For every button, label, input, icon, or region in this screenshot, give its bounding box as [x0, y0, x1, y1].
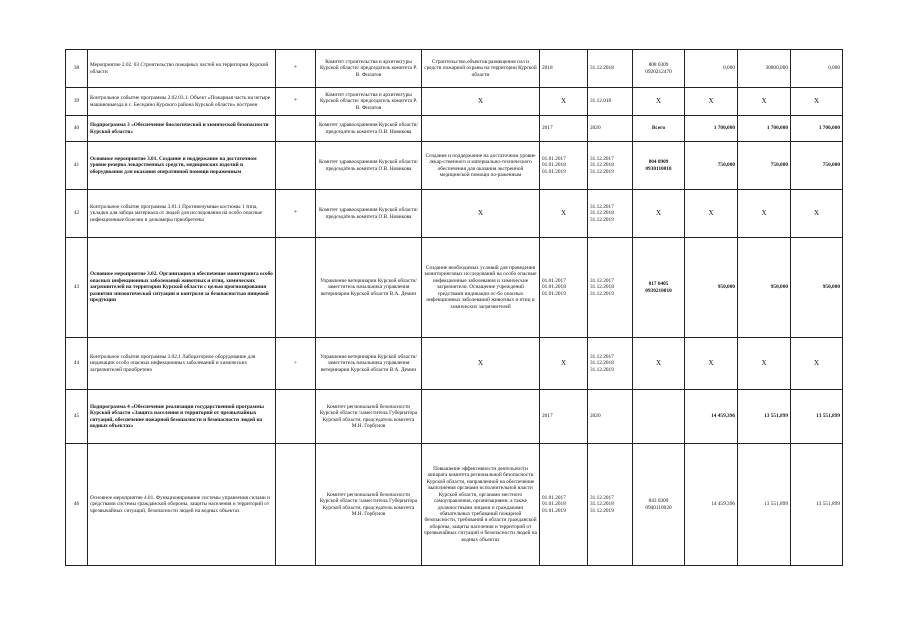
row-executor — [316, 444, 422, 566]
cell-text: 44 — [73, 360, 80, 367]
row-activity-name — [88, 390, 276, 444]
cell-text: 1 700,000 — [713, 125, 735, 132]
row-executor — [316, 116, 422, 142]
cell-text: 46 — [73, 501, 80, 508]
cell-text: 31.12.2018 — [590, 65, 614, 72]
row-funding-year-3 — [791, 50, 843, 88]
cell-text: 42 — [73, 210, 80, 217]
row-start-date — [540, 390, 588, 444]
row-funding-year-2 — [738, 88, 791, 116]
row-funding-year-3 — [791, 338, 843, 390]
cell-text: 01.01.2017 01.01.2018 01.01.2019 — [542, 155, 566, 175]
cell-text: 950,000 — [717, 284, 735, 291]
row-budget-code — [633, 390, 685, 444]
row-activity-name — [88, 238, 276, 338]
cell-text: Создание и поддержание на достаточном уровне лекар-ственного и материально-технического обеспечения для оказания экстренной медицинской помощи по-раженным — [425, 152, 536, 178]
cell-text: 31.12.2017 31.12.2018 31.12.2019 — [590, 353, 614, 373]
cell-text: X — [708, 97, 714, 106]
cell-text: Мероприятие 2.02. 03 Строительство пожарных частей на территории Курской области — [90, 62, 269, 75]
row-control-mark — [276, 238, 316, 338]
row-funding-year-2 — [738, 116, 791, 142]
cell-text: X — [477, 359, 484, 368]
row-budget-code — [633, 190, 685, 238]
row-expected-result — [422, 390, 540, 444]
row-funding-year-2 — [738, 444, 791, 566]
row-expected-result — [422, 142, 540, 190]
cell-text: X — [813, 359, 820, 368]
cell-text: X — [560, 359, 567, 368]
row-expected-result — [422, 116, 540, 142]
table-row — [66, 338, 843, 390]
row-expected-result — [422, 444, 540, 566]
cell-text: Создание необходимых условий для проведения мониторинговых исследований на особо опасные инфекционные заболевания и химические загрязнители. Оснащение учреждений средствами индикации ос-бо опасных инфекционных заболеваний животных и птиц и химических загрязнителей — [424, 265, 537, 310]
cell-text: Всего — [651, 125, 666, 132]
cell-text: 43 — [73, 284, 80, 291]
cell-text: Основное мероприятие 3.02. Организация и обеспечение мониторинга особо опасных инфекционных заболеваний животных и птиц, химических загрязнителей на территории Курской области с целью прогнозирования развития эпизоотической ситуации и контроля за безопасностью пищевой продукции — [90, 271, 273, 304]
cell-text: X — [560, 209, 567, 218]
row-funding-year-3 — [791, 190, 843, 238]
row-funding-year-1 — [685, 142, 738, 190]
row-activity-name — [88, 116, 276, 142]
cell-text: X — [477, 209, 484, 218]
row-funding-year-2 — [738, 142, 791, 190]
cell-text: * — [294, 98, 297, 105]
row-expected-result — [422, 50, 540, 88]
row-funding-year-2 — [738, 50, 791, 88]
cell-text: 41 — [73, 162, 80, 169]
cell-text: 01.01.2017 01.01.2018 01.01.2019 — [542, 277, 566, 297]
cell-text: X — [761, 209, 767, 218]
row-funding-year-1 — [685, 444, 738, 566]
row-control-mark — [276, 390, 316, 444]
row-funding-year-3 — [791, 444, 843, 566]
row-end-date — [588, 238, 633, 338]
cell-text: X — [560, 97, 567, 106]
cell-text: Комитет здравоохранения Курской области/ председатель комитета О.В. Новикова — [319, 207, 418, 220]
row-executor — [316, 238, 422, 338]
row-control-mark — [276, 88, 316, 116]
row-control-mark — [276, 190, 316, 238]
cell-text: X — [761, 359, 767, 368]
program-table — [65, 49, 843, 566]
table-row — [66, 88, 843, 116]
cell-text: 13 551,899 — [816, 413, 840, 420]
row-control-mark — [276, 142, 316, 190]
row-end-date — [588, 444, 633, 566]
row-start-date — [540, 50, 588, 88]
cell-text: 808 0309 0920212470 — [645, 62, 672, 75]
row-funding-year-1 — [685, 88, 738, 116]
row-funding-year-3 — [791, 142, 843, 190]
row-funding-year-1 — [685, 116, 738, 142]
cell-text: Основное мероприятие 4.01. Функционирование системы управления силами и средствами системы гражданской обороны, защиты населения и территорий от чрезвычайных ситуаций, безопасности людей на водных объектах — [90, 494, 270, 514]
row-control-mark — [276, 116, 316, 142]
row-budget-code — [633, 88, 685, 116]
cell-text: X — [761, 97, 767, 106]
row-end-date — [588, 116, 633, 142]
cell-text: 950,000 — [822, 284, 840, 291]
cell-text: Комитет здравоохранения Курской области/ председатель комитета О.В. Новикова — [319, 122, 418, 135]
cell-text: 31.12.2017 31.12.2018 31.12.2019 — [590, 494, 614, 514]
cell-text: Комитет региональной безопасности Курской области /заместитель Губернатора Курской области, председатель комитета М.Н. Горбунов — [319, 491, 418, 517]
row-funding-year-2 — [738, 190, 791, 238]
row-activity-name — [88, 338, 276, 390]
cell-text: 2017 — [542, 125, 553, 132]
row-end-date — [588, 142, 633, 190]
cell-text: 38 — [73, 65, 80, 72]
cell-text: X — [813, 97, 820, 106]
row-budget-code — [633, 116, 685, 142]
cell-text: 804 0909 0930110010 — [645, 159, 672, 172]
cell-text: X — [477, 97, 484, 106]
cell-text: 31.12.2017 31.12.2018 31.12.2019 — [590, 203, 614, 223]
row-start-date — [540, 338, 588, 390]
table-row — [66, 444, 843, 566]
cell-text: 843 0309 0940110020 — [645, 498, 672, 511]
cell-text: 1 700,000 — [766, 125, 788, 132]
row-funding-year-1 — [685, 390, 738, 444]
cell-text: Комитет строительства и архитектуры Курской области/ председатель комитета Р. В. Филатов — [320, 91, 417, 111]
row-number — [66, 116, 88, 142]
cell-text: 2020 — [590, 413, 601, 420]
row-number — [66, 338, 88, 390]
cell-text: Повышение эффективности деятельности аппарата комитета региональной безопасности Курской области, направленной на обеспечение выполнения органами исполнительной власти Курской области, органами местного самоуправления, организациями, а также должностными лицами и гражданами обязательных требований пожарной безопасности, требований в области гражданской обороны, защиты населения и территорий от чрезвычайных ситуаций и безопасности людей на водных объектах — [424, 466, 537, 543]
row-funding-year-3 — [791, 390, 843, 444]
row-start-date — [540, 116, 588, 142]
row-end-date — [588, 50, 633, 88]
row-budget-code — [633, 142, 685, 190]
cell-text: 13 551,899 — [764, 501, 788, 508]
cell-text: 13 551,899 — [816, 501, 840, 508]
cell-text: + — [294, 360, 297, 367]
cell-text: Управление ветеринарии Курской области/заместитель начальника управления ветеринарии Курской области В.А. Демин — [320, 353, 417, 373]
row-number — [66, 50, 88, 88]
cell-text: Подпрограмма 3 «Обеспечение биологической и химической безопасности Курской области» — [90, 122, 269, 135]
cell-text: 2018 — [542, 65, 553, 72]
cell-text: 45 — [73, 413, 80, 420]
row-funding-year-2 — [738, 338, 791, 390]
row-number — [66, 390, 88, 444]
cell-text: Контрольное событие программы 2.02.03.1. Объект «Пожарная часть на четыре машиновыезда в с. Беседино Курского района Курской области» построен — [90, 95, 271, 108]
cell-text: Основное мероприятие 3.01. Создание и поддержание на достаточном уровне резерва лекарственных средств, медицинских изделий и оборудования для оказания оперативной помощи пораженным — [90, 155, 257, 175]
row-funding-year-1 — [685, 50, 738, 88]
row-expected-result — [422, 190, 540, 238]
cell-text: 2017 — [542, 413, 553, 420]
cell-text: X — [655, 97, 662, 106]
cell-text: 950,000 — [770, 284, 788, 291]
row-funding-year-1 — [685, 338, 738, 390]
row-expected-result — [422, 238, 540, 338]
row-executor — [316, 390, 422, 444]
row-executor — [316, 142, 422, 190]
cell-text: Комитет строительства и архитектуры Курской области/ председатель комитета Р. В. Филатов — [320, 58, 417, 78]
row-expected-result — [422, 338, 540, 390]
cell-text: 13 551,899 — [764, 413, 788, 420]
row-funding-year-3 — [791, 116, 843, 142]
cell-text: X — [708, 359, 714, 368]
row-number — [66, 88, 88, 116]
row-budget-code — [633, 50, 685, 88]
cell-text: X — [655, 209, 662, 218]
row-executor — [316, 190, 422, 238]
table-row — [66, 390, 843, 444]
cell-text: 817 0405 0930210010 — [645, 281, 672, 294]
table-row — [66, 238, 843, 338]
table-row — [66, 190, 843, 238]
row-budget-code — [633, 444, 685, 566]
row-activity-name — [88, 190, 276, 238]
cell-text: 30000,000 — [765, 65, 788, 72]
cell-text: 0,000 — [828, 65, 840, 72]
cell-text: 2020 — [590, 125, 601, 132]
row-activity-name — [88, 142, 276, 190]
cell-text: 01.01.2017 01.01.2018 01.01.2019 — [542, 494, 566, 514]
row-number — [66, 190, 88, 238]
cell-text: Строительство,объектов размещения сил и средств пожарной охраны на территории Курской области — [424, 58, 537, 78]
row-funding-year-1 — [685, 238, 738, 338]
cell-text: Контрольное событие программы 3.02.1 Лабораторное оборудование для индикации особо опасных инфекционных заболеваний и химических загрязнителей приобретено — [90, 353, 256, 373]
row-start-date — [540, 142, 588, 190]
cell-text: Комитет здравоохранения Курской области/ председатель комитета О.В. Новикова — [319, 159, 418, 172]
row-funding-year-2 — [738, 238, 791, 338]
row-funding-year-1 — [685, 190, 738, 238]
row-executor — [316, 50, 422, 88]
row-start-date — [540, 238, 588, 338]
row-end-date — [588, 88, 633, 116]
row-number — [66, 142, 88, 190]
row-start-date — [540, 444, 588, 566]
row-start-date — [540, 190, 588, 238]
cell-text: Контрольное событие программы 3.01.1 Противочумные костюмы 1 типа, укладки для забора материала от людей для исследования на особо опасные инфекционные болезни и дезкамеры приобретены — [90, 203, 263, 223]
row-control-mark — [276, 444, 316, 566]
row-expected-result — [422, 88, 540, 116]
row-activity-name — [88, 88, 276, 116]
row-end-date — [588, 390, 633, 444]
cell-text: 750,000 — [770, 162, 788, 169]
cell-text: 31.12.018 — [590, 98, 612, 105]
row-activity-name — [88, 50, 276, 88]
row-executor — [316, 88, 422, 116]
cell-text: 40 — [73, 125, 80, 132]
table-row — [66, 142, 843, 190]
row-budget-code — [633, 338, 685, 390]
row-funding-year-3 — [791, 238, 843, 338]
row-budget-code — [633, 238, 685, 338]
cell-text: Управление ветеринарии Курской области/заместитель начальника управления ветеринарии Курской области В.А. Демин — [320, 277, 417, 297]
row-end-date — [588, 338, 633, 390]
row-funding-year-3 — [791, 88, 843, 116]
cell-text: 1 700,000 — [818, 125, 840, 132]
cell-text: Подпрограмма 4 «Обеспечение реализации государственной программы Курской области «Защита населения и территорий от чрезвычайных ситуаций, обеспечение пожарной безопасности и безопасности людей на водных объектах» — [90, 403, 264, 429]
cell-text: 750,000 — [717, 162, 735, 169]
cell-text: * — [294, 210, 297, 217]
row-number — [66, 444, 88, 566]
row-funding-year-2 — [738, 390, 791, 444]
cell-text: 31.12.2017 31.12.2018 31.12.2019 — [590, 155, 614, 175]
table-row — [66, 50, 843, 88]
row-executor — [316, 338, 422, 390]
cell-text: 14 459,396 — [711, 501, 735, 508]
cell-text: 750,000 — [822, 162, 840, 169]
cell-text: 0,000 — [723, 65, 735, 72]
cell-text: X — [813, 209, 820, 218]
row-control-mark — [276, 338, 316, 390]
cell-text: 31.12.2017 31.12.2018 31.12.2019 — [590, 277, 614, 297]
row-number — [66, 238, 88, 338]
row-start-date — [540, 88, 588, 116]
cell-text: * — [294, 65, 297, 72]
row-activity-name — [88, 444, 276, 566]
row-control-mark — [276, 50, 316, 88]
row-end-date — [588, 190, 633, 238]
cell-text: 14 459,396 — [711, 413, 735, 420]
table-row — [66, 116, 843, 142]
cell-text: Комитет региональной безопасности Курской области /заместитель Губернатора Курской области, председатель комитета М.Н. Горбунов — [319, 403, 418, 429]
cell-text: X — [708, 209, 714, 218]
cell-text: 39 — [73, 98, 80, 105]
cell-text: X — [655, 359, 662, 368]
